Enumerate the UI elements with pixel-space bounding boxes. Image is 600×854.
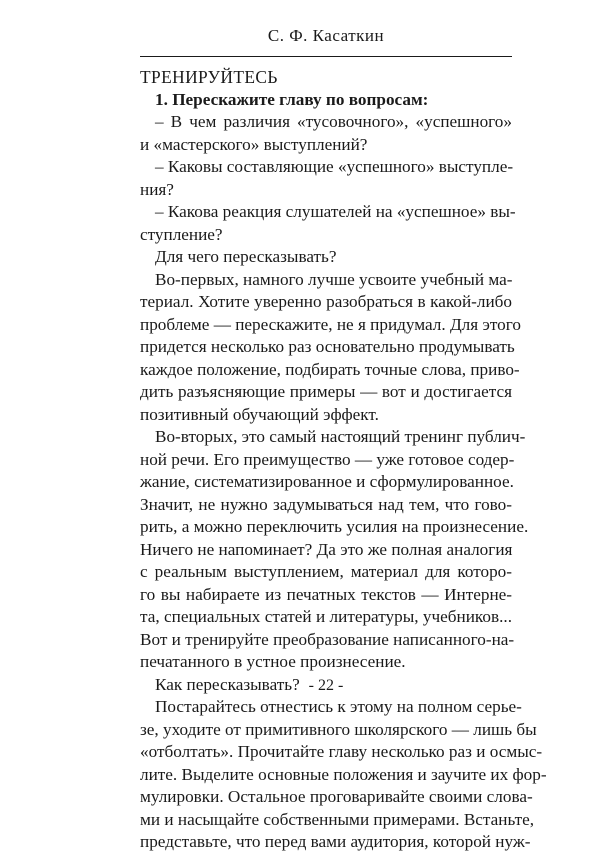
text-line: Ничего не напоминает? Да это же полная аналогия [140, 539, 513, 559]
text-line: позитивный обучающий эффект. [140, 404, 379, 424]
text-line: каждое положение, подбирать точные слова, приво- [140, 359, 520, 379]
text-line: проблеме — перескажите, не я придумал. Для этого [140, 314, 521, 334]
text-line: Во-первых, намного лучше усвоите учебный ма- [155, 269, 513, 289]
text-line: Вот и тренируйте преобразование написанного-на- [140, 629, 515, 649]
running-header: С. Ф. Касаткин [267, 26, 385, 45]
text-line: мулировки. Остальное проговаривайте своими слова- [140, 787, 533, 806]
text-line: представьте, что перед вами аудитория, которой нуж- [140, 832, 531, 851]
page-number: - 22 - [308, 677, 344, 694]
text-line: зе, уходите от примитивного школярского — лишь бы [140, 719, 537, 739]
text-line: Значит, не нужно задумываться над тем, что гово- [140, 494, 512, 514]
section-title: ТРЕНИРУЙТЕСЬ [140, 67, 278, 87]
text-line: – Какова реакция слушателей на «успешное» вы- [155, 202, 516, 221]
text-line: Для чего пересказывать? [155, 247, 337, 266]
text-line: ния? [140, 179, 174, 199]
text-line: ной речи. Его преимущество — уже готовое содер- [140, 449, 515, 469]
text-line: жание, систематизированное и сформулированное. [140, 472, 514, 491]
text-line: придется несколько раз основательно продумывать [140, 337, 515, 356]
text-line: дить разъясняющие примеры — вот и достигается [140, 382, 512, 401]
exercise-task: 1. Перескажите главу по вопросам: [155, 89, 429, 109]
text-line: го вы набираете из печатных текстов — Интерне- [140, 584, 512, 604]
text-line: та, специальных статей и литературы, учебников... [140, 607, 512, 626]
page-content [140, 66, 547, 854]
text-line: и «мастерского» выступлений? [140, 134, 368, 154]
text-line: – Каковы составляющие «успешного» выступле- [155, 157, 514, 176]
text-line: рить, а можно переключить усилия на произнесение. [140, 517, 529, 536]
text-line: ступление? [140, 224, 223, 244]
text-line: – В чем различия «тусовочного», «успешного» [155, 112, 512, 131]
text-line: териал. Хотите уверенно разобраться в какой-либо [140, 292, 512, 311]
text-line: Постарайтесь отнестись к этому на полном серье- [155, 697, 522, 716]
text-line: с реальным выступлением, материал для которо- [140, 562, 512, 581]
text-line: ми и насыщайте собственными примерами. Встаньте, [140, 809, 535, 829]
text-line: Как пересказывать? [155, 674, 300, 694]
text-line: «отболтать». Прочитайте главу несколько раз и осмыс- [140, 742, 543, 761]
header-rule [140, 56, 512, 57]
text-line: печатанного в устное произнесение. [140, 652, 406, 671]
text-line: Во-вторых, это самый настоящий тренинг публич- [155, 427, 526, 446]
text-line: лите. Выделите основные положения и заучите их фор- [140, 764, 547, 784]
